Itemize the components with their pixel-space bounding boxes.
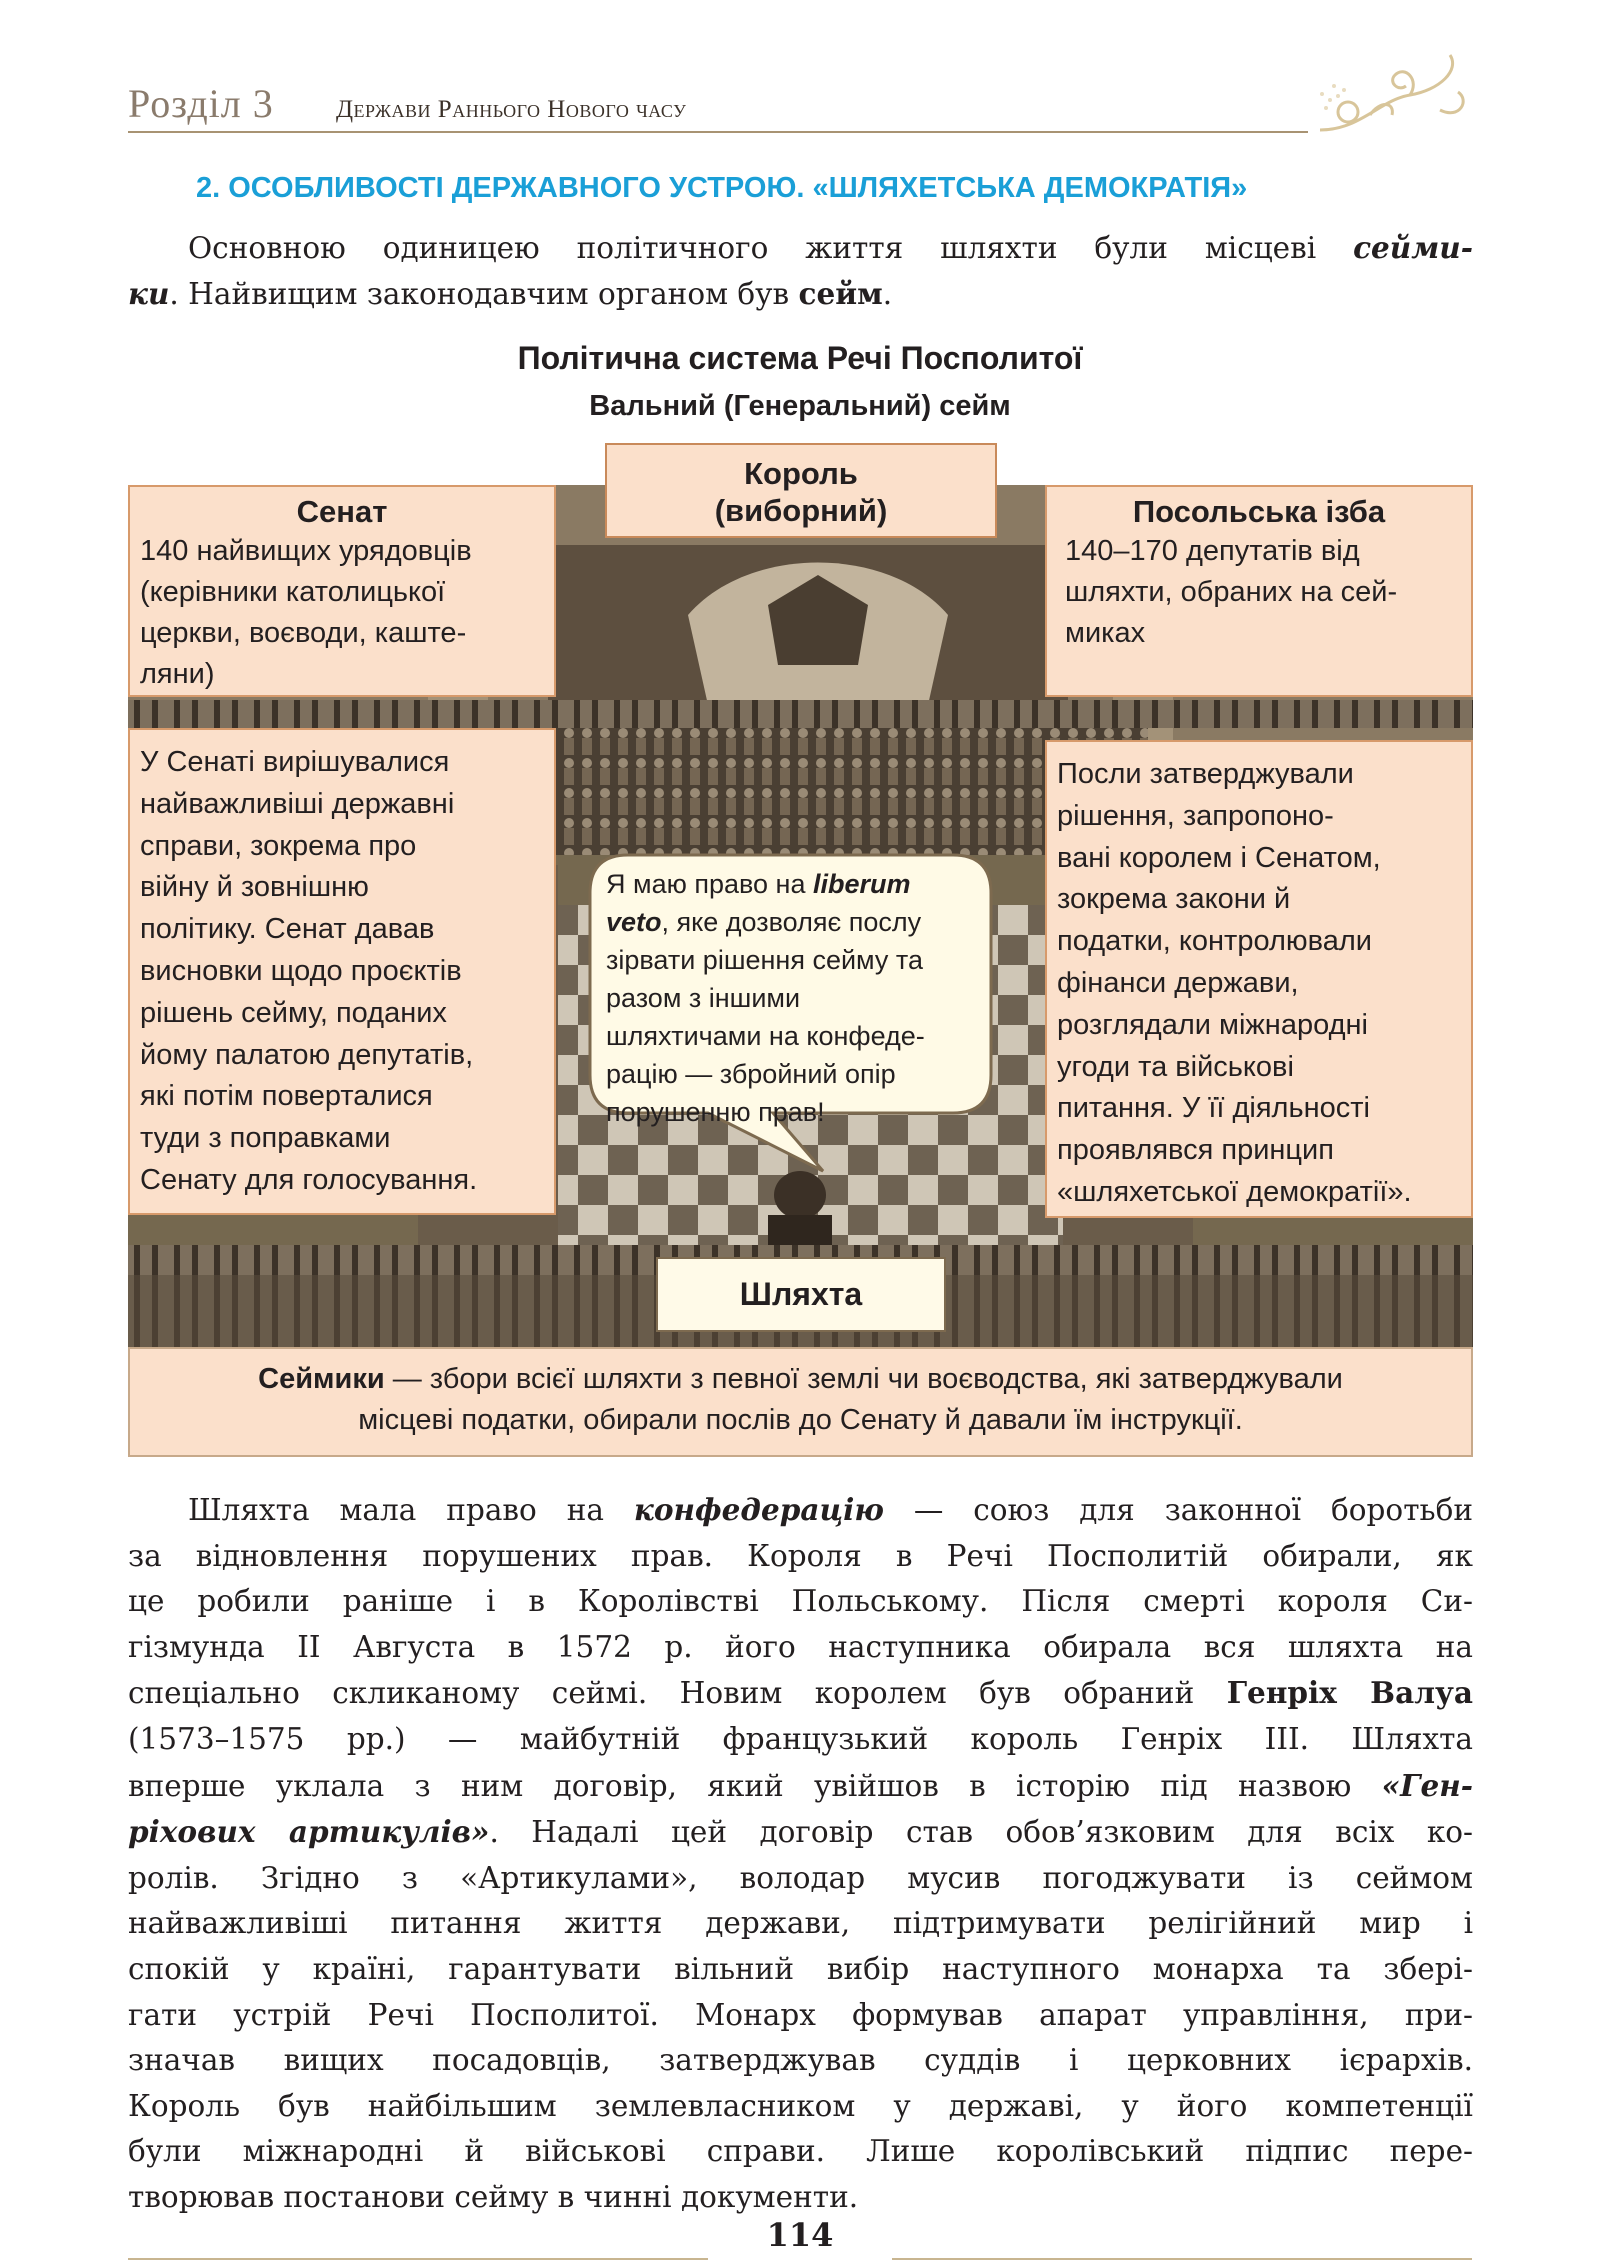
senate-line: ляни)	[140, 658, 215, 690]
senate-box	[128, 485, 556, 697]
senate-desc-line: війну й зовнішню	[140, 871, 369, 904]
bubble-line	[606, 865, 986, 903]
sejmiks-line: місцеві податки, обирали послів до Сенату й давали їм інструкції.	[358, 1404, 1243, 1436]
bubble-line: шляхтичами на конфеде-	[606, 1021, 925, 1051]
senate-desc-line: рішень сейму, поданих	[140, 996, 447, 1029]
diagram-title: Політична система Речі Посполитої	[517, 340, 1083, 376]
text-run: — збори всієї шляхти з певної землі чи воєводства, які затверджували	[384, 1363, 1343, 1395]
senate-line: церкви, воєводи, каште-	[140, 617, 467, 649]
body-line: за відновлення порушених прав. Короля в Речі Посполитій обирали, як	[128, 1538, 1473, 1573]
bubble-line	[606, 903, 986, 941]
chapter-title: Держави Раннього Нового часу	[336, 96, 687, 123]
chapter-label: Розділ 3	[128, 81, 274, 126]
page-number: 114	[766, 2216, 834, 2254]
term-veto: veto	[606, 907, 662, 937]
king-box	[605, 443, 997, 538]
term-henrician-articles-end: ріхових артикулів»	[128, 1814, 490, 1850]
body-line	[128, 1670, 1473, 1717]
embassy-desc-line: Посли затверджували	[1057, 758, 1354, 790]
senate-desc-line: У Сенаті вирішувалися	[140, 746, 450, 778]
king-title: Король	[744, 456, 858, 491]
senate-desc-line: справи, зокрема про	[140, 829, 417, 862]
embassy-chamber-box	[1045, 485, 1473, 697]
text-run: .	[882, 277, 893, 311]
body-line: творював постанови сейму в чинні документи.	[128, 2179, 859, 2214]
text-run: Основною одиницею політичного життя шляхти були місцеві	[188, 231, 1354, 265]
embassy-line: шляхти, обраних на сей-	[1065, 576, 1398, 608]
footer-rule-right	[892, 2258, 1472, 2260]
bubble-line: рацію — збройний опір	[606, 1059, 896, 1089]
sejmiks-line	[130, 1359, 1471, 1400]
senate-line: (керівники католицької	[140, 576, 446, 608]
body-line	[128, 1487, 1473, 1534]
embassy-desc-line: питання. У її діяльності	[1057, 1092, 1370, 1125]
text-run: Я маю право на	[606, 869, 813, 899]
footer-rule-left	[128, 2258, 708, 2260]
body-line: (1573–1575 рр.) — майбутній французький король Генріх III. Шляхта	[128, 1721, 1473, 1756]
senate-desc-line: туди з поправками	[140, 1122, 391, 1155]
embassy-desc-line: податки, контролювали	[1057, 925, 1372, 958]
body-paragraph	[128, 1487, 1473, 2221]
senate-line: 140 найвищих урядовців	[140, 535, 472, 567]
floral-ornament-icon	[1300, 40, 1480, 150]
senate-desc-line: Сенату для голосування.	[140, 1163, 478, 1196]
header-rule	[128, 131, 1308, 133]
senate-desc-line: найважливіші державні	[140, 787, 455, 820]
body-line: гати устрій Речі Посполитої. Монарх формував апарат управління, при-	[128, 1997, 1473, 2032]
body-line: спокій у країні, гарантувати вільний вибір наступного монарха та зберi-	[128, 1951, 1473, 1986]
term-sejmiks: Сеймики	[258, 1363, 385, 1395]
text-run: вперше уклала з ним договір, який увійшов в історію під назвою	[128, 1768, 1382, 1803]
embassy-desc-line: рішення, запропоно-	[1057, 799, 1334, 832]
text-run: . Найвищим законодавчим органом був	[169, 277, 799, 311]
body-line: це робили раніше і в Королівстві Польському. Після смерті короля Си-	[128, 1584, 1473, 1619]
bubble-line: зірвати рішення сейму та	[606, 945, 923, 975]
embassy-desc-line: проявлявся принцип	[1057, 1134, 1334, 1167]
body-line	[128, 1763, 1473, 1810]
senate-description-box	[128, 728, 556, 1215]
term-liberum: liberum	[812, 869, 911, 899]
gentry-box	[656, 1257, 946, 1332]
embassy-desc-line: фінанси держави,	[1057, 966, 1299, 999]
bubble-line: порушенню прав!	[606, 1097, 825, 1127]
embassy-desc-line: розглядали міжнародні	[1057, 1008, 1368, 1041]
text-run: Шляхта мала право на	[188, 1493, 634, 1527]
term-henrician-articles: «Ген-	[1381, 1767, 1473, 1803]
political-system-diagram	[128, 456, 1473, 1457]
intro-line	[128, 225, 1473, 271]
embassy-desc-line: зокрема закони й	[1057, 883, 1291, 916]
speech-bubble-text	[606, 865, 986, 1131]
text-run: . Надалі цей договір став обов’язковим для всіх ко-	[489, 1815, 1474, 1850]
sejmiks-box	[128, 1347, 1473, 1457]
king-subtitle: (виборний)	[714, 493, 888, 528]
body-line: були міжнародні й військові справи. Лише королівський підпис пере-	[128, 2134, 1473, 2169]
section-heading: 2. ОСОБЛИВОСТІ ДЕРЖАВНОГО УСТРОЮ. «ШЛЯХЕТСЬКА ДЕМОКРАТІЯ»	[196, 172, 1248, 204]
bubble-line: разом з іншими	[606, 983, 801, 1013]
body-line: значав вищих посадовців, затверджував суддів і церковних ієрархів.	[128, 2043, 1473, 2078]
intro-line	[128, 271, 1473, 317]
senate-desc-line: йому палатою депутатів,	[140, 1038, 474, 1071]
senate-desc-line: політику. Сенат давав	[140, 913, 435, 946]
embassy-chamber-title: Посольська ізба	[1132, 494, 1386, 529]
senate-desc-line: висновки щодо проєктів	[140, 954, 462, 987]
senate-desc-line: які потім поверталися	[140, 1080, 433, 1113]
term-henri-valois: Генріх Валуа	[1226, 1675, 1473, 1711]
gentry-label: Шляхта	[739, 1276, 863, 1312]
body-line: ролів. Згідно з «Артикулами», володар мусив погоджувати із сеймом	[128, 1860, 1473, 1895]
term-sejm: сейм	[798, 276, 883, 311]
embassy-desc-line: вані королем і Сенатом,	[1057, 841, 1381, 874]
body-line: Король був найбільшим землевласником у державі, у його компетенції	[128, 2088, 1473, 2123]
intro-paragraph	[128, 225, 1473, 317]
senate-title: Сенат	[296, 494, 388, 529]
term-sejmiky-end: ки	[128, 276, 170, 311]
text-run: , яке дозволяє послу	[661, 907, 922, 937]
body-line: найважливіші питання життя держави, підтримувати релігійний мир і	[128, 1906, 1473, 1941]
text-run: — союз для законної боротьби	[883, 1493, 1473, 1527]
term-sejmiky: сейми-	[1353, 230, 1473, 265]
text-run: спеціально скликаному сеймі. Новим королем був обраний	[128, 1676, 1227, 1711]
embassy-description-box	[1045, 740, 1473, 1218]
embassy-desc-line: угоди та військові	[1057, 1050, 1294, 1083]
body-line	[128, 1809, 1473, 1856]
embassy-line: 140–170 депутатів від	[1065, 535, 1360, 567]
embassy-desc-line: «шляхетської демократії».	[1057, 1175, 1412, 1208]
diagram-subtitle: Вальний (Генеральний) сейм	[589, 390, 1011, 422]
embassy-line: миках	[1065, 617, 1146, 649]
body-line: гізмунда II Августа в 1572 р. його наступника обирала вся шляхта на	[128, 1629, 1473, 1664]
term-confederation: конфедерацію	[633, 1492, 884, 1527]
